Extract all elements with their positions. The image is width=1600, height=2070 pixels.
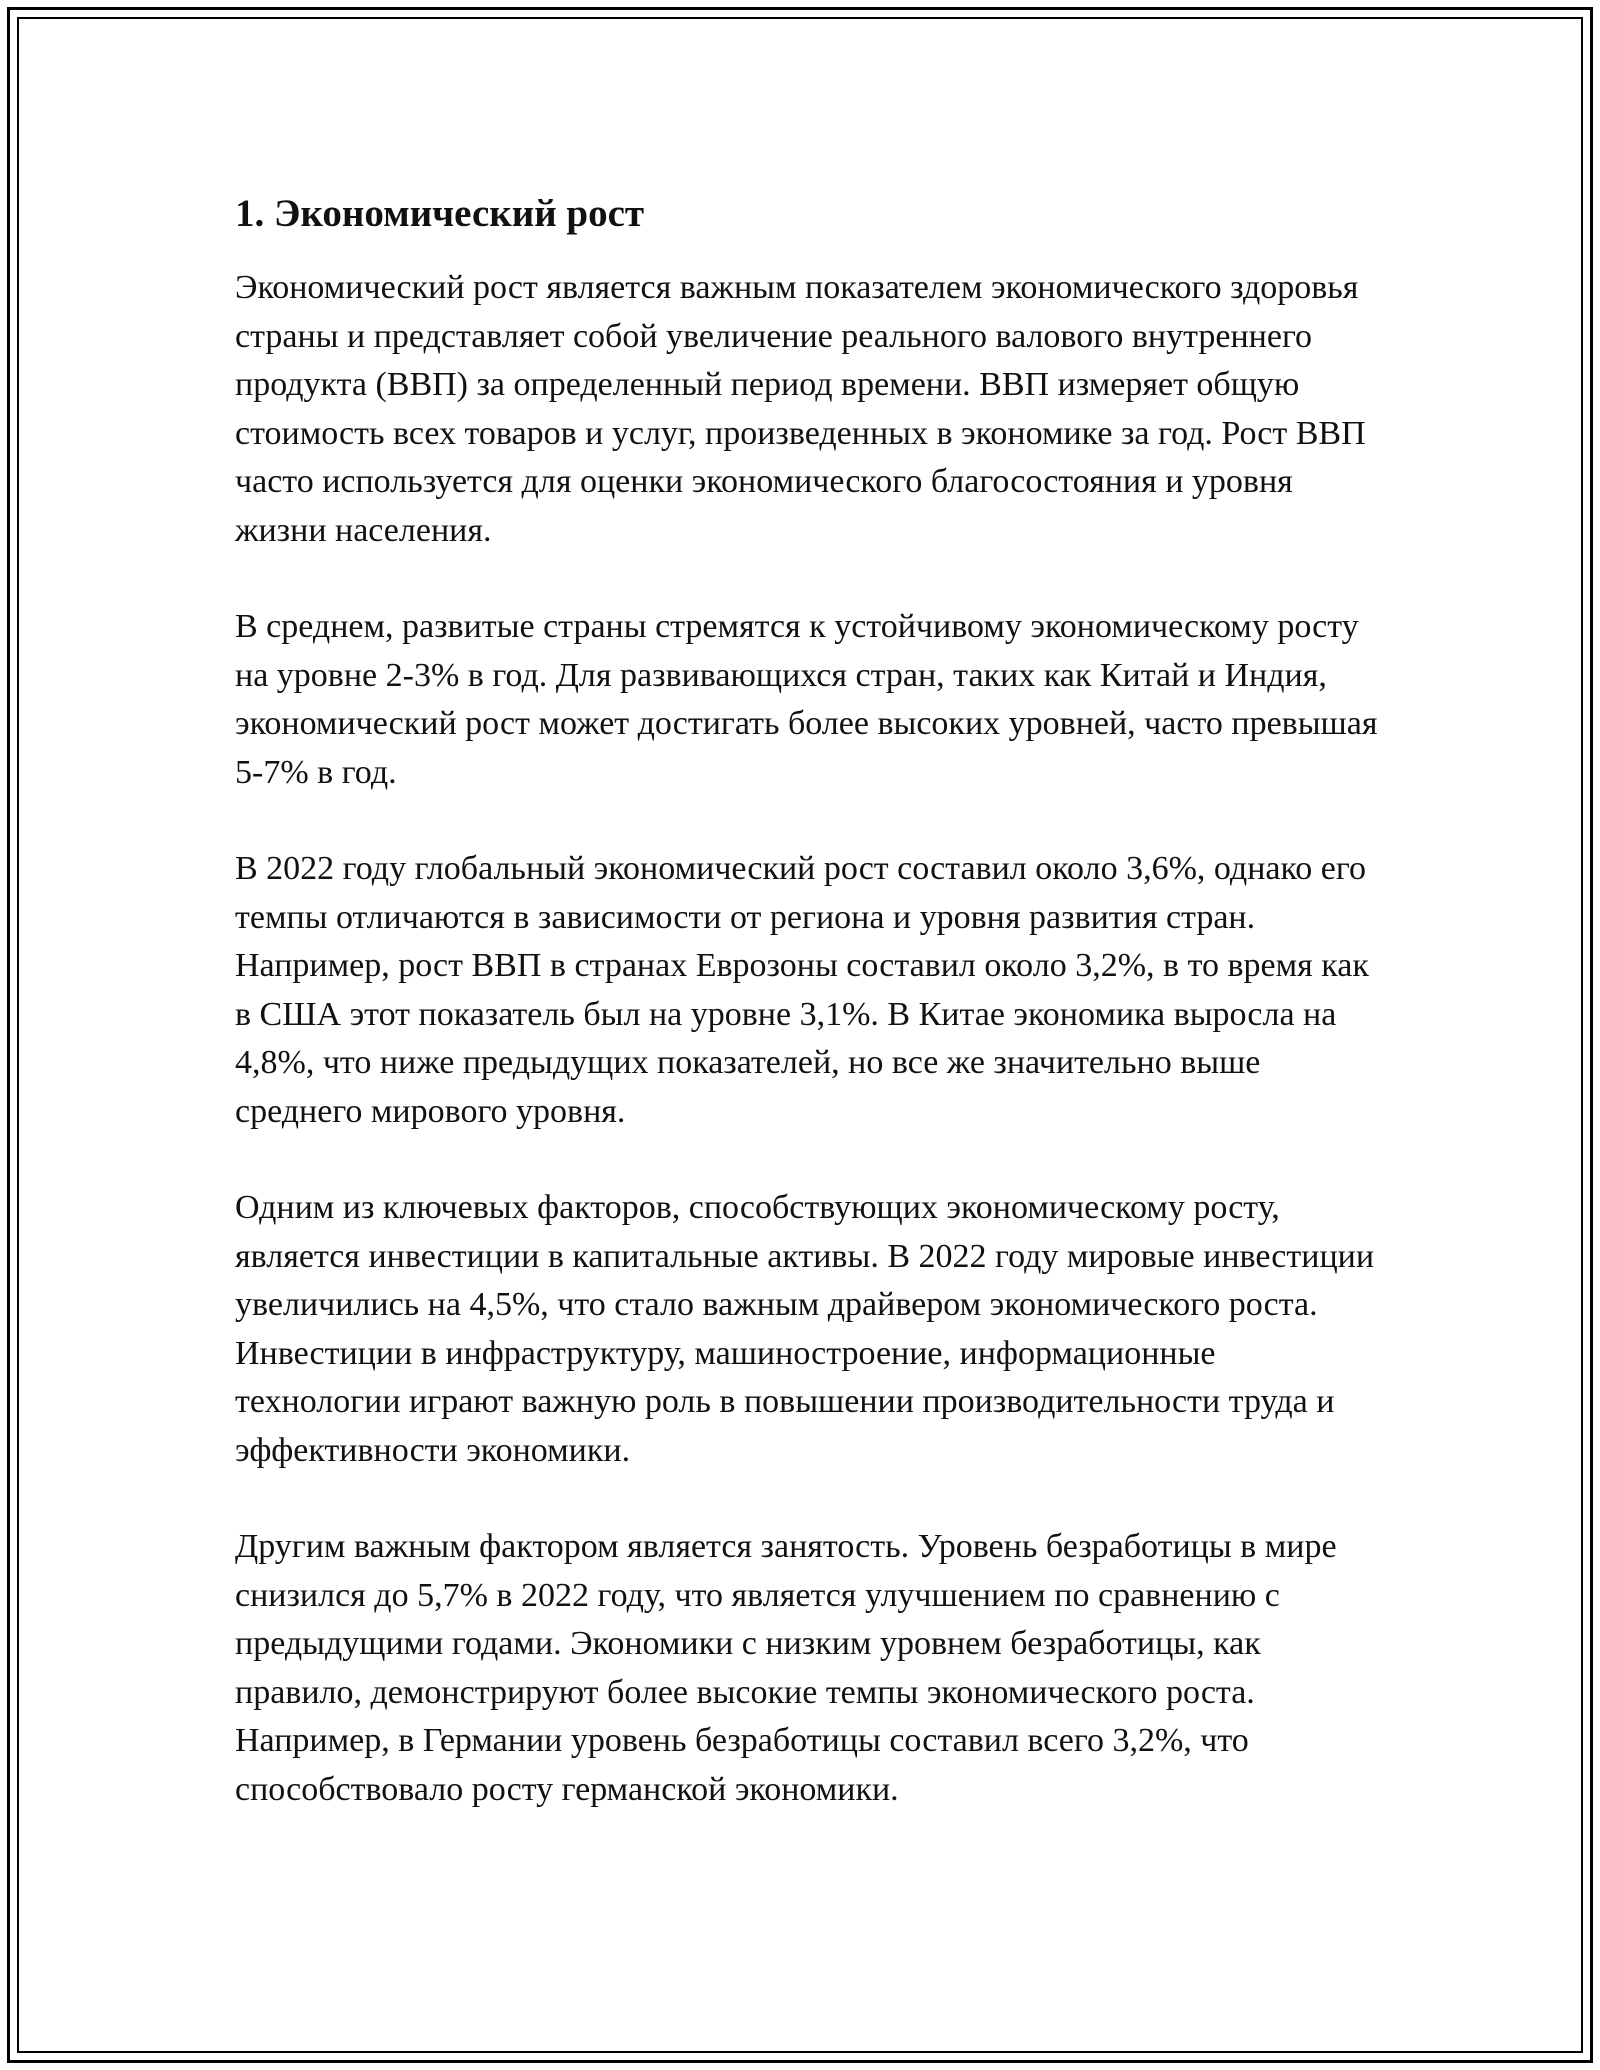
paragraph-investment: Одним из ключевых факторов, способствующих экономическому росту, является инвестиции в капитальные активы. В 2022 году мировые инвестиции увеличились на 4,5%, что стало важным драйвером экономического роста. Инвестиции в инфраструктуру, машиностроение, информационные технологии играют важную роль в повышении производительности труда и эффективности экономики. <box>235 1189 1375 1469</box>
paragraph-gdp-definition: Экономический рост является важным показателем экономического здоровья страны и представляет собой увеличение реального валового внутреннего продукта (ВВП) за определенный период времени. ВВП измеряет общую стоимость всех товаров и услуг, произведенных в экономике за год. Рост ВВП часто используется для оценки экономического благосостояния и уровня жизни населения. <box>235 269 1366 549</box>
paragraph-growth-rates: В среднем, развитые страны стремятся к устойчивому экономическому росту на уровне 2-3% в год. Для развивающихся стран, таких как Китай и Индия, экономический рост может достигать более высоких уровней, часто превышая 5-7% в год. <box>235 608 1378 791</box>
document-body <box>235 186 1385 1814</box>
paragraph-2022-growth: В 2022 году глобальный экономический рост составил около 3,6%, однако его темпы отличаются в зависимости от региона и уровня развития стран. Например, рост ВВП в странах Еврозоны составил около 3,2%, в то время как в США этот показатель был на уровне 3,1%. В Китае экономика выросла на 4,8%, что ниже предыдущих показателей, но все же значительно выше среднего мирового уровня. <box>235 850 1369 1130</box>
paragraph-employment: Другим важным фактором является занятость. Уровень безработицы в мире снизился до 5,7% в 2022 году, что является улучшением по сравнению с предыдущими годами. Экономики с низким уровнем безработицы, как правило, демонстрируют более высокие темпы экономического роста. Например, в Германии уровень безработицы составил всего 3,2%, что способствовало росту германской экономики. <box>235 1528 1337 1808</box>
section-title: 1. Экономический рост <box>235 192 645 235</box>
